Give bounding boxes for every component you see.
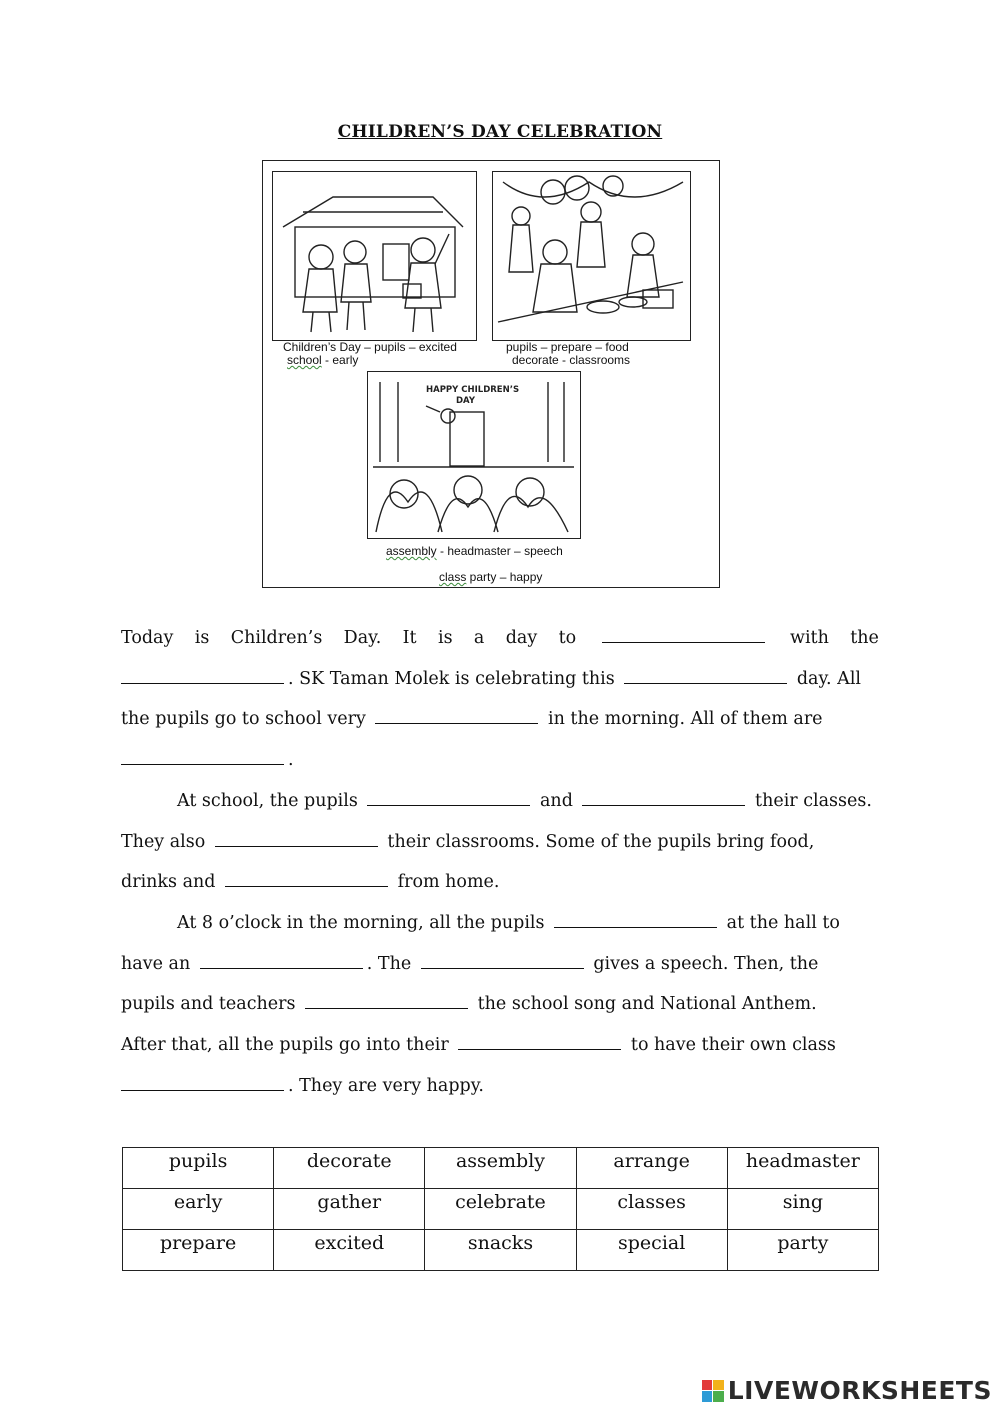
word: Children’s bbox=[230, 628, 323, 648]
passage-text: from home. bbox=[392, 872, 500, 893]
answer-blank-4[interactable] bbox=[375, 699, 538, 724]
answer-blank-9[interactable] bbox=[225, 862, 388, 887]
word-bank-cell: arrange bbox=[576, 1148, 727, 1189]
answer-blank-2[interactable] bbox=[121, 659, 284, 684]
passage-text: to have their own class bbox=[625, 1035, 836, 1056]
answer-blank-6[interactable] bbox=[367, 781, 530, 806]
passage-text: the pupils go to school very bbox=[121, 709, 372, 730]
word-bank-row bbox=[123, 1230, 879, 1271]
panel3-caption-rest: - headmaster – speech bbox=[436, 544, 563, 558]
pupils-preparing-illustration bbox=[493, 172, 689, 339]
assembly-illustration bbox=[368, 372, 579, 537]
passage-line bbox=[121, 740, 879, 781]
panel2-caption-line2: decorate - classrooms bbox=[512, 353, 631, 367]
liveworksheets-logo-text: LIVEWORKSHEETS bbox=[727, 1376, 992, 1405]
passage-text: pupils and teachers bbox=[121, 994, 302, 1015]
passage-text: and bbox=[534, 791, 579, 811]
answer-blank-1[interactable] bbox=[602, 618, 765, 643]
passage-paragraph-2 bbox=[121, 781, 879, 903]
passage-text: . The bbox=[366, 953, 417, 974]
passage-line bbox=[121, 618, 879, 659]
passage-text: at the hall to bbox=[721, 913, 840, 933]
passage-text: their classrooms. Some of the pupils bring food, bbox=[381, 831, 815, 852]
word-bank-cell: decorate bbox=[274, 1148, 425, 1189]
word-bank-cell: classes bbox=[576, 1189, 727, 1230]
banner-text: HAPPY CHILDREN’S bbox=[426, 385, 520, 395]
liveworksheets-logo bbox=[702, 1376, 992, 1405]
passage-line bbox=[121, 781, 879, 822]
word-bank-cell: special bbox=[576, 1230, 727, 1271]
word: Today bbox=[121, 628, 174, 648]
passage-line bbox=[121, 1066, 879, 1107]
word: is bbox=[437, 628, 453, 648]
passage-text: They also bbox=[121, 831, 211, 852]
word-bank-cell: early bbox=[123, 1189, 274, 1230]
word-bank-cell: prepare bbox=[123, 1230, 274, 1271]
passage-text: At 8 o’clock in the morning, all the pupils bbox=[177, 913, 551, 933]
word: It bbox=[402, 628, 417, 648]
word: to bbox=[558, 628, 577, 648]
word-bank-cell: headmaster bbox=[727, 1148, 878, 1189]
pictures-frame bbox=[262, 160, 720, 588]
panel1-caption-line2 bbox=[287, 354, 358, 367]
panel3-caption-assembly: assembly bbox=[386, 544, 437, 558]
answer-blank-13[interactable] bbox=[305, 984, 468, 1009]
answer-blank-5[interactable] bbox=[121, 740, 284, 765]
liveworksheets-logo-icon bbox=[702, 1380, 724, 1402]
pupils-arriving-illustration bbox=[273, 172, 475, 339]
word-bank-cell: gather bbox=[274, 1189, 425, 1230]
panel1-caption-line1: Children’s Day – pupils – excited bbox=[283, 340, 457, 354]
passage-text: day. All bbox=[791, 668, 862, 689]
panel3-caption-party: party – happy bbox=[466, 570, 543, 584]
word: the bbox=[850, 628, 879, 648]
word: with bbox=[789, 628, 829, 648]
panel3-caption-line2 bbox=[439, 571, 542, 584]
answer-blank-8[interactable] bbox=[215, 822, 378, 847]
panel2-caption-line1: pupils – prepare – food bbox=[506, 340, 629, 354]
passage-text: At school, the pupils bbox=[177, 791, 364, 811]
word-bank-cell: assembly bbox=[425, 1148, 576, 1189]
passage-line bbox=[121, 659, 879, 700]
word-bank-table bbox=[122, 1147, 879, 1271]
word-bank-cell: celebrate bbox=[425, 1189, 576, 1230]
passage-paragraph-3 bbox=[121, 903, 879, 1106]
picture-panel-assembly bbox=[367, 371, 581, 539]
panel3-caption-class: class bbox=[439, 570, 467, 584]
word-bank-row bbox=[123, 1189, 879, 1230]
answer-blank-15[interactable] bbox=[121, 1066, 284, 1091]
answer-blank-14[interactable] bbox=[458, 1025, 621, 1050]
passage-paragraph-1 bbox=[121, 618, 879, 781]
picture-panel-arrival bbox=[272, 171, 477, 341]
panel3-caption-line1 bbox=[386, 545, 563, 558]
word-bank-cell: snacks bbox=[425, 1230, 576, 1271]
banner-text-day: DAY bbox=[456, 396, 475, 406]
passage-line bbox=[121, 822, 879, 863]
answer-blank-7[interactable] bbox=[582, 781, 745, 806]
passage-text: After that, all the pupils go into their bbox=[121, 1035, 455, 1056]
panel1-caption-early: - early bbox=[321, 353, 359, 367]
word: a bbox=[473, 628, 485, 648]
passage-text: the school song and National Anthem. bbox=[472, 994, 817, 1015]
passage-text: . They are very happy. bbox=[288, 1075, 484, 1096]
passage-text: . SK Taman Molek is celebrating this bbox=[288, 668, 621, 689]
passage-text: . bbox=[288, 750, 294, 771]
word-bank-row bbox=[123, 1148, 879, 1189]
passage-line bbox=[121, 903, 879, 944]
word: Day. bbox=[343, 628, 382, 648]
passage-line bbox=[121, 862, 879, 903]
word-bank-cell: sing bbox=[727, 1189, 878, 1230]
answer-blank-11[interactable] bbox=[200, 944, 363, 969]
passage-line bbox=[121, 984, 879, 1025]
passage-text: their classes. bbox=[749, 791, 872, 811]
answer-blank-12[interactable] bbox=[421, 944, 584, 969]
passage-line bbox=[121, 1025, 879, 1066]
word: is bbox=[194, 628, 210, 648]
picture-panel-preparing bbox=[492, 171, 691, 341]
passage-text: gives a speech. Then, the bbox=[587, 953, 819, 974]
passage-text: drinks and bbox=[121, 872, 222, 893]
passage-line bbox=[121, 699, 879, 740]
word: day bbox=[505, 628, 538, 648]
passage-text: have an bbox=[121, 953, 196, 974]
word-bank-cell: pupils bbox=[123, 1148, 274, 1189]
word-bank-cell: excited bbox=[274, 1230, 425, 1271]
passage-line bbox=[121, 944, 879, 985]
answer-blank-3[interactable] bbox=[624, 659, 787, 684]
passage-text: in the morning. All of them are bbox=[542, 709, 823, 730]
word-bank-cell: party bbox=[727, 1230, 878, 1271]
answer-blank-10[interactable] bbox=[554, 903, 717, 928]
panel1-caption-school: school bbox=[287, 353, 322, 367]
worksheet-title: CHILDREN’S DAY CELEBRATION bbox=[337, 122, 663, 142]
